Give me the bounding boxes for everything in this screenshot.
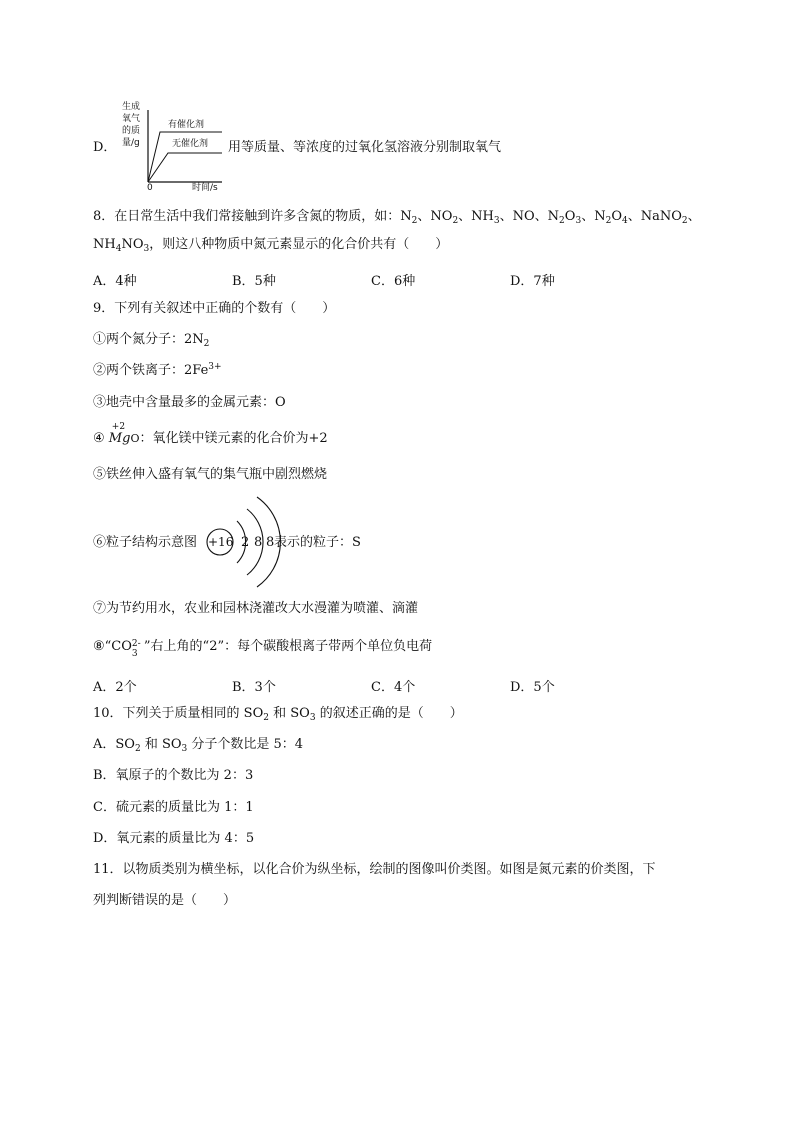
q9-item-4-o: O [130,432,140,445]
atom-shell-1-electrons: 2 [241,535,250,550]
q9-item-2-formula: 2Fe [184,363,209,378]
q8-option-c: C．6种 [371,274,416,289]
q9-item-7: ⑦为节约用水，农业和园林浇灌改大水漫灌为喷灌、滴灌 [93,601,419,616]
q8-substance-list: $N_2$、$NO_2$、$NH_3$、NO、$N_2O_3$、$N_2O_4$、NaNO$_2$、 [400,209,701,226]
q10-stem-c: 的叙述正确的是（ ） [315,706,463,721]
q9-item-6-text: 表示的粒子：S [274,535,361,550]
graph-ylabel-3: 的质 [122,126,141,136]
q9-stem: 9．下列有关叙述中正确的个数有（ ） [93,301,336,316]
q10-option-a-1: A．SO [93,737,135,752]
q9-item-4-label: ④ [93,431,105,446]
q9-option-b: B．3个 [232,680,276,695]
q9-item-5: ⑤铁丝伸入盛有氧气的集气瓶中剧烈燃烧 [93,467,328,482]
q8-stem-suffix: ，则这八种物质中氮元素显示的化合价共有（ ） [149,237,449,252]
graph-xlabel: 时间/s [192,183,218,193]
q9-item-8: ⑧“CO 3 2- ”右上角的“2”：每个碳酸根离子带两个单位负电荷 [93,639,433,659]
q7-option-d-label: D． [93,140,117,155]
graph-ylabel-2: 氧气 [122,114,141,124]
q8-option-d: D．7种 [510,274,555,289]
graph-origin: 0 [147,183,153,193]
atom-nucleus: +16 [208,535,234,549]
q10-option-c: C．硫元素的质量比为 1：1 [93,800,254,815]
q9-item-1-formula: 2N [184,332,204,347]
q8-stem-line2 [93,237,449,254]
q10-option-a-3: 分子个数比是 5：4 [187,737,304,752]
q9-item-1-sub: 2 [203,339,210,349]
q10-stem [93,706,463,723]
q10-stem-sub2: 3 [309,713,316,723]
q8-stem-prefix: 8．在日常生活中我们常接触到许多含氮的物质，如： [93,209,401,224]
q9-item-1-label: ①两个氮分子： [93,332,185,347]
q8-substance-nh4no3: $NH_4NO_3$ [93,237,150,254]
q9-atom-diagram [203,488,283,592]
q10-stem-b: 和 SO [268,706,310,721]
q9-item-8-b: ”右上角的“2”：每个碳酸根离子带两个单位负电荷 [143,639,433,654]
q11-stem-line1: 11．以物质类别为横坐标，以化合价为纵坐标，绘制的图像叫价类图。如图是氮元素的价类图，下 [93,862,656,877]
graph-ylabel-4: 量/g [122,138,140,148]
q10-option-b: B．氧原子的个数比为 2：3 [93,768,254,783]
q10-option-a-2: 和 SO [140,737,182,752]
q9-item-1 [93,332,210,349]
q9-option-a: A．2个 [93,680,137,695]
q9-item-8-a: ⑧“CO [93,639,132,654]
q9-item-4-text: ：氧化镁中镁元素的化合价为+2 [139,431,328,446]
q10-stem-a: 10．下列关于质量相同的 SO [93,706,264,721]
q9-option-c: C．4个 [371,680,416,695]
q7-option-d-graph [118,100,228,195]
q9-item-3: ③地壳中含量最多的金属元素：O [93,395,286,410]
graph-line-catalyst: 有催化剂 [168,120,205,130]
q10-stem-sub1: 2 [263,713,269,723]
graph-ylabel-1: 生成 [122,102,141,112]
q9-item-4-mg: Mg [108,431,131,446]
q7-option-d-text: 用等质量、等浓度的过氧化氢溶液分别制取氧气 [228,140,502,155]
q9-option-d: D．5个 [510,680,555,695]
graph-line-no-catalyst: 无催化剂 [172,139,209,149]
q9-item-4-formula [108,422,140,446]
q11-stem-line2: 列判断错误的是（ ） [93,893,237,908]
q10-option-a-sub1: 2 [134,744,141,754]
q8-option-a: A．4种 [93,274,137,289]
q9-item-4 [93,422,328,446]
q10-option-a [93,737,304,754]
q8-option-b: B．5种 [232,274,276,289]
q9-item-2 [93,364,222,377]
q10-option-a-sub2: 3 [181,744,188,754]
atom-shell-3-electrons: 8 [266,535,275,550]
q9-item-2-label: ②两个铁离子： [93,363,185,378]
atom-shell-2-electrons: 8 [254,535,263,550]
q9-item-4-valence: +2 [111,422,126,432]
q9-item-6-label: ⑥粒子结构示意图 [93,535,198,550]
q10-option-d: D．氧元素的质量比为 4：5 [93,831,255,846]
q8-stem-line1 [93,209,701,226]
q9-item-2-sup: 3+ [208,362,222,372]
